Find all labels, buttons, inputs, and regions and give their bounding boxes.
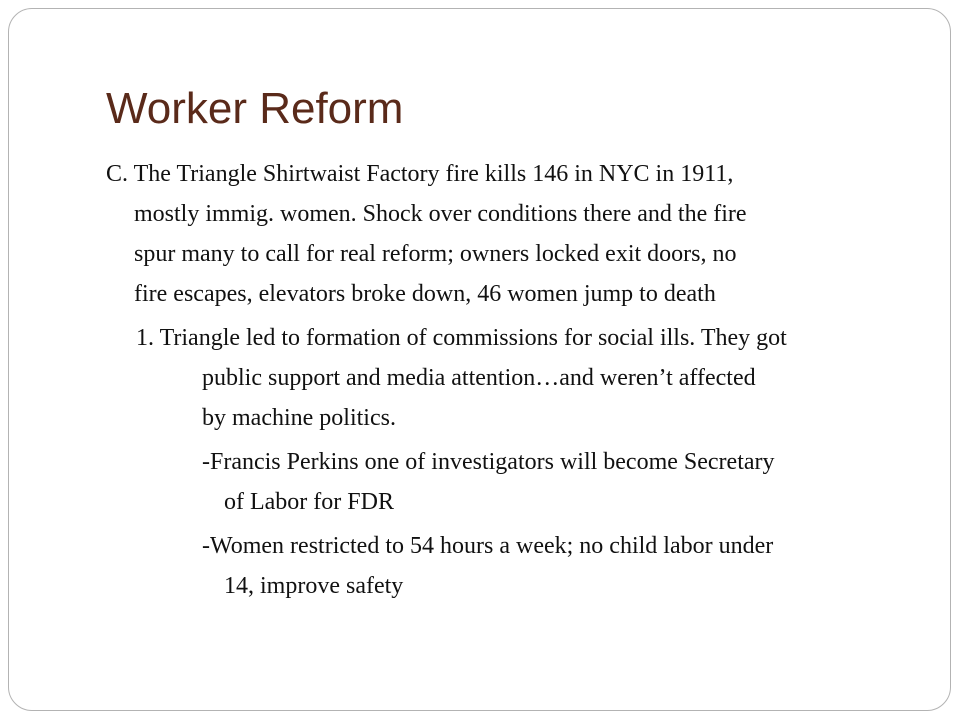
point-1-line-1: 1. Triangle led to formation of commissions for social ills. They got <box>136 325 787 351</box>
point-1-line-3: by machine politics. <box>202 405 396 431</box>
bullet-perkins <box>202 442 775 522</box>
point-c-line-1: C. The Triangle Shirtwaist Factory fire kills 146 in NYC in 1911, <box>106 161 734 187</box>
point-c <box>106 154 747 314</box>
bullet-women-line-1: -Women restricted to 54 hours a week; no child labor under <box>202 533 774 559</box>
bullet-women-line-2: 14, improve safety <box>224 573 404 599</box>
point-c-line-2: mostly immig. women. Shock over conditions there and the fire <box>134 201 747 227</box>
bullet-perkins-line-2: of Labor for FDR <box>224 489 394 515</box>
bullet-women <box>202 526 773 606</box>
point-1 <box>136 318 787 438</box>
point-c-line-3: spur many to call for real reform; owners locked exit doors, no <box>134 241 737 267</box>
point-c-line-4: fire escapes, elevators broke down, 46 women jump to death <box>134 281 716 307</box>
point-1-line-2: public support and media attention…and weren’t affected <box>202 365 756 391</box>
bullet-perkins-line-1: -Francis Perkins one of investigators will become Secretary <box>202 449 775 475</box>
slide-title: Worker Reform <box>106 84 404 133</box>
